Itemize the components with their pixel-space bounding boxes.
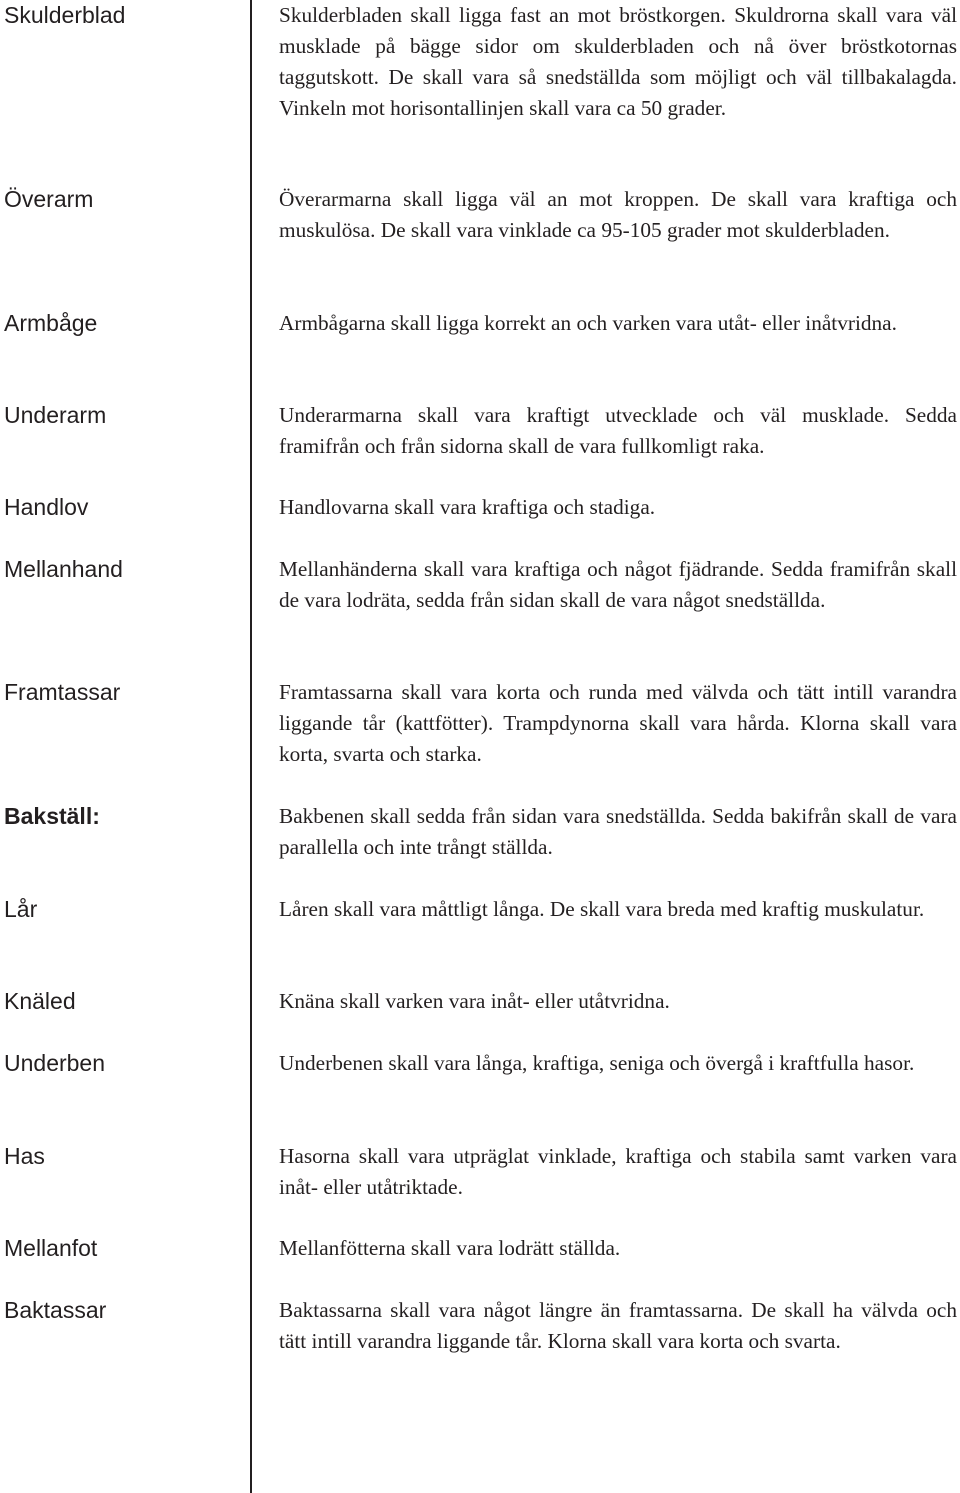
term-mellanhand: Mellanhand — [4, 556, 123, 582]
term-underarm: Underarm — [4, 402, 107, 428]
term-bakstall: Bakställ: — [4, 803, 100, 829]
desc-mellanhand: Mellanhänderna skall vara kraftiga och något fjädrande. Sedda framifrån skall de vara lodräta, sedda från sidan skall de vara något snedställda. — [279, 557, 957, 612]
term-knaled: Knäled — [4, 988, 76, 1014]
desc-armbage: Armbågarna skall ligga korrekt an och varken vara utåt- eller inåtvridna. — [279, 311, 897, 335]
desc-underben: Underbenen skall vara långa, kraftiga, seniga och övergå i kraftfulla hasor. — [279, 1051, 915, 1075]
desc-knaled: Knäna skall varken vara inåt- eller utåtvridna. — [279, 989, 670, 1013]
term-skulderblad: Skulderblad — [4, 2, 126, 28]
desc-underarm: Underarmarna skall vara kraftigt utvecklade och väl musklade. Sedda framifrån och från sidorna skall de vara fullkomligt raka. — [279, 403, 957, 458]
column-divider — [250, 0, 252, 1493]
desc-bakstall: Bakbenen skall sedda från sidan vara snedställda. Sedda bakifrån skall de vara parallella och inte trångt ställda. — [279, 804, 957, 859]
desc-skulderblad: Skulderbladen skall ligga fast an mot bröstkorgen. Skuldrorna skall vara väl musklade på bägge sidor om skulderbladen och nå över bröstkotornas taggutskott. De skall vara så snedställda som möjligt och väl tillbakalagda. Vinkeln mot horisontallinjen skall vara ca 50 grader. — [279, 3, 957, 120]
term-has: Has — [4, 1143, 45, 1169]
term-overarm: Överarm — [4, 186, 94, 212]
desc-overarm: Överarmarna skall ligga väl an mot kroppen. De skall vara kraftiga och muskulösa. De skall vara vinklade ca 95-105 grader mot skulderbladen. — [279, 187, 957, 242]
desc-lar: Låren skall vara måttligt långa. De skall vara breda med kraftig muskulatur. — [279, 897, 925, 921]
term-handlov: Handlov — [4, 494, 89, 520]
term-underben: Underben — [4, 1050, 106, 1076]
term-lar: Lår — [4, 896, 38, 922]
term-mellanfot: Mellanfot — [4, 1235, 98, 1261]
desc-framtassar: Framtassarna skall vara korta och runda med välvda och tätt intill varandra liggande tår (kattfötter). Trampdynorna skall vara hårda. Klorna skall vara korta, svarta och starka. — [279, 680, 957, 766]
desc-has: Hasorna skall vara utpräglat vinklade, kraftiga och stabila samt varken vara inåt- eller utåtriktade. — [279, 1144, 957, 1199]
desc-handlov: Handlovarna skall vara kraftiga och stadiga. — [279, 495, 656, 519]
desc-mellanfot: Mellanfötterna skall vara lodrätt ställda. — [279, 1236, 621, 1260]
term-baktassar: Baktassar — [4, 1297, 107, 1323]
term-framtassar: Framtassar — [4, 679, 121, 705]
term-armbage: Armbåge — [4, 310, 98, 336]
desc-baktassar: Baktassarna skall vara något längre än framtassarna. De skall ha välvda och tätt intill varandra liggande tår. Klorna skall vara korta och svarta. — [279, 1298, 957, 1353]
